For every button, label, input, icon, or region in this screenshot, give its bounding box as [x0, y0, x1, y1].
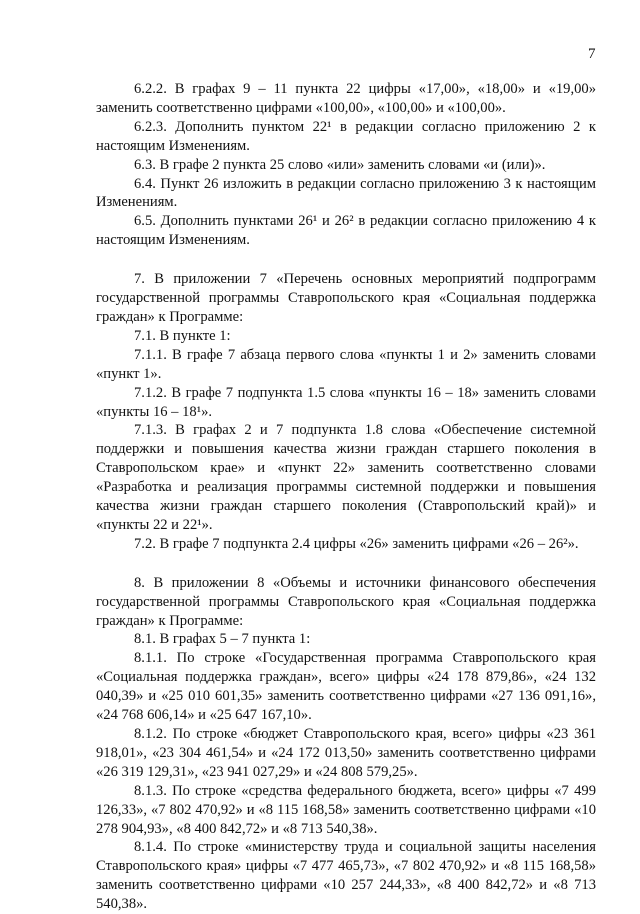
paragraph-7-1-3: 7.1.3. В графах 2 и 7 подпункта 1.8 слова «Обеспечение системной поддержки и повышения качества жизни граждан старшего поколения в Ставропольском крае» и «пункт 22» заменить соответственно словами «Разработка и реализация программы системной поддержки и повышения качества жизни граждан старшего поколения (Ставропольский край)» и «пункты 22 и 22¹». — [96, 422, 596, 533]
paragraph-7-1: 7.1. В пункте 1: — [134, 327, 231, 344]
paragraph-6-2-3: 6.2.3. Дополнить пунктом 22¹ в редакции согласно приложению 2 к настоящим Изменениям. — [96, 118, 596, 154]
paragraph-8-1-3: 8.1.3. По строке «средства федерального бюджета, всего» цифры «7 499 126,33», «7 802 470,92» и «8 115 168,58» заменить соответственно цифрами «10 278 904,93», «8 400 842,72» и «8 713 540,38». — [96, 782, 596, 837]
paragraph-7: 7. В приложении 7 «Перечень основных мероприятий подпрограмм государственной программы Ставропольского края «Социальная поддержка граждан» к Программе: — [96, 271, 596, 325]
document-body — [96, 80, 596, 914]
paragraph-8-1: 8.1. В графах 5 – 7 пункта 1: — [134, 631, 311, 648]
paragraph-8-1-4: 8.1.4. По строке «министерству труда и социальной защиты населения Ставропольского края» цифры «7 477 465,73», «7 802 470,92» и «8 115 168,58» заменить соответственно цифрами «10 257 244,33», «8 400 842,72» и «8 713 540,38». — [96, 839, 596, 913]
paragraph-7-2: 7.2. В графе 7 подпункта 2.4 цифры «26» заменить цифрами «26 – 26²». — [134, 535, 579, 552]
paragraph-7-1-2: 7.1.2. В графе 7 подпункта 1.5 слова «пункты 16 – 18» заменить словами «пункты 16 – 18¹». — [96, 384, 596, 420]
paragraph-6-4: 6.4. Пункт 26 изложить в редакции согласно приложению 3 к настоящим Изменениям. — [96, 175, 596, 211]
paragraph-8-1-2: 8.1.2. По строке «бюджет Ставропольского края, всего» цифры «23 361 918,01», «23 304 461,54» и «24 172 013,50» заменить соответственно цифрами «26 319 129,31», «23 941 027,29» и «24 808 579,25». — [96, 726, 596, 780]
paragraph-6-2-2: 6.2.2. В графах 9 – 11 пункта 22 цифры «17,00», «18,00» и «19,00» заменить соответственно цифрами «100,00», «100,00» и «100,00». — [96, 81, 596, 116]
paragraph-8: 8. В приложении 8 «Объемы и источники финансового обеспечения государственной программы Ставропольского края «Социальная поддержка граждан» к Программе: — [96, 574, 596, 629]
paragraph-6-5: 6.5. Дополнить пунктами 26¹ и 26² в редакции согласно приложению 4 к настоящим Изменениям. — [96, 213, 596, 249]
paragraph-8-1-1: 8.1.1. По строке «Государственная программа Ставропольского края «Социальная поддержка граждан», всего» цифры «24 178 879,86», «24 132 040,39» и «25 010 601,35» заменить соответственно цифрами «27 136 091,16», «24 768 606,14» и «25 647 167,10». — [96, 650, 596, 724]
page-number: 7 — [588, 46, 596, 62]
paragraph-6-3: 6.3. В графе 2 пункта 25 слово «или» заменить словами «и (или)». — [134, 156, 546, 173]
paragraph-7-1-1: 7.1.1. В графе 7 абзаца первого слова «пункты 1 и 2» заменить словами «пункт 1». — [96, 346, 596, 382]
